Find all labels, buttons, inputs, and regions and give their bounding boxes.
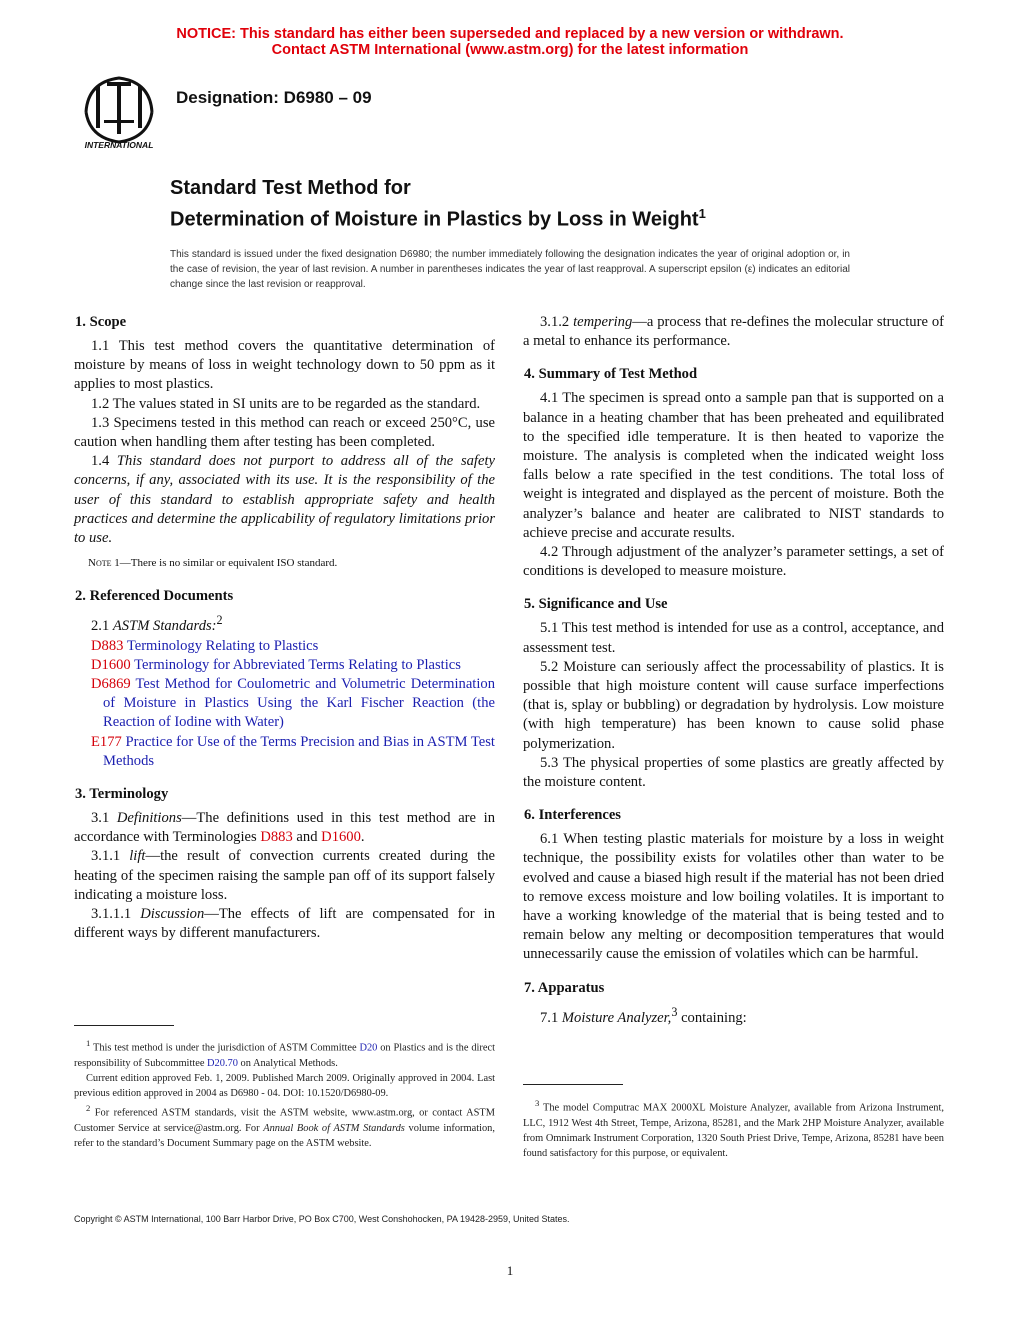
svg-text:INTERNATIONAL: INTERNATIONAL — [84, 140, 154, 150]
footnote: $^3$ The model Computrac MAX 2000XL Moisture Analyzer, available from Arizona Instrument, LLC, 1912 West 4th Street, Tempe, Arizona, 85281, and the Mark 2HP Moisture Analyzer, available from Omnimark Instrument Corporation, 1320 South Priest Drive, Tempe, Arizona, 85281 have been found satisfactory for this purpose, or equivalent. — [523, 1098, 944, 1160]
section-heading: 4. Summary of Test Method — [524, 366, 698, 383]
footnote: $^1$ This test method is under the jurisdiction of ASTM Committee D20 on Plastics and is the direct responsibility of Subcommittee D20.70 on Analytical Methods. — [74, 1038, 495, 1069]
section-heading: 7. Apparatus — [524, 979, 605, 996]
footnote-rule — [74, 1025, 174, 1026]
reference-item[interactable]: D6869 Test Method for Coulometric and Volumetric Determination of Moisture in Plastics Using the Karl Fischer Reaction (the Reaction of Iodine with Water) — [91, 675, 495, 731]
paragraph: 5.1 This test method is intended for use as a control, acceptance, and assessment test. — [523, 620, 944, 656]
issuance-statement: This standard is issued under the fixed designation D6980; the number immediately following the designation indicates the year of original adoption or, in the case of revision, the year of last revision. A number in parentheses indicates the year of last reapproval. A superscript epsilon (ε) indicates an editorial change since the last revision or reapproval. — [170, 249, 850, 290]
section-heading: 5. Significance and Use — [524, 596, 668, 613]
reference-item[interactable]: D883 Terminology Relating to Plastics — [91, 637, 319, 654]
paragraph: 7.1 Moisture Analyzer,$^3$ containing: — [540, 1004, 747, 1026]
paragraph: 5.2 Moisture can seriously affect the processability of plastics. It is possible that high moisture content will cause surface imperfections (that is, splay or bubbling) or degradation by hydrolysis. Low moisture (with high temperature) has been known to cause solid phase polymerization. — [523, 658, 944, 752]
notice-line-2: Contact ASTM International (www.astm.org) for the latest information — [271, 42, 749, 58]
footnotes-left — [74, 1036, 495, 1151]
paragraph: 6.1 When testing plastic materials for moisture by a loss in weight technique, the possibility exists for volatiles other than water to be evolved and cause a biased high result if the material has not been dried to remove excess moisture and low boiling volatiles. It is important to have a working knowledge of the material that is being tested and to remain below any melting or decomposition temperatures that would unnecessarily cause the emission of volatiles which can be harmful. — [523, 831, 944, 963]
reference-link[interactable]: D883 — [260, 829, 293, 846]
astm-logo — [76, 72, 162, 150]
section-heading: 1. Scope — [75, 314, 127, 330]
section-heading: 3. Terminology — [75, 785, 169, 802]
paragraph: 3.1.1 lift—the result of convection currents created during the heating of the specimen raising the sample pan off of its support falsely indicating a moisture loss. — [74, 848, 495, 903]
paragraph: 2.1 ASTM Standards:$^2$ — [91, 613, 223, 635]
title-line-2: Determination of Moisture in Plastics by Loss in Weight$^1$ — [170, 206, 706, 231]
subcommittee-link[interactable]: D20.70 — [207, 1057, 238, 1069]
reference-item[interactable]: E177 Practice for Use of the Terms Precision and Bias in ASTM Test Methods — [91, 733, 495, 769]
paragraph: 4.1 The specimen is spread onto a sample pan that is supported on a balance in a heating chamber that has been preheated and equilibrated to the specified idle temperature. It is then heated to vaporize the moisture. The analysis is completed when the indicated weight loss falls below a rate specified in the test conditions. The total loss of weight is integrated and displayed as the percent of moisture. Both the analyzer’s balance and heater are calibrated to NIST standards to achieve precise and accurate results. — [523, 390, 944, 541]
paragraph: 4.2 Through adjustment of the analyzer’s parameter settings, a set of conditions is developed to measure moisture. — [523, 544, 944, 580]
document-title — [170, 175, 706, 233]
section-heading: 2. Referenced Documents — [75, 588, 234, 605]
title-line-1: Standard Test Method for — [170, 177, 411, 199]
paragraph: 1.3 Specimens tested in this method can reach or exceed 250°C, use caution when handling them after testing has been completed. — [74, 414, 495, 451]
paragraph: 1.2 The values stated in SI units are to be regarded as the standard. — [91, 395, 481, 412]
footnote-rule — [523, 1084, 623, 1085]
footnote: Current edition approved Feb. 1, 2009. Published March 2009. Originally approved in 2004. Last previous edition approved in 2004 as D6980 - 04. DOI: 10.1520/D6980-09. — [74, 1072, 495, 1100]
designation: Designation: D6980 – 09 — [176, 88, 372, 107]
paragraph: 5.3 The physical properties of some plastics are greatly affected by the moisture content. — [523, 754, 944, 791]
paragraph: 3.1 Definitions—The definitions used in this test method are in accordance with Terminologies D883 and D1600. — [74, 809, 495, 846]
footnote: $^2$ For referenced ASTM standards, visit the ASTM website, www.astm.org, or contact ASTM Customer Service at service@astm.org. For Annual Book of ASTM Standards volume information, refer to the standard’s Document Summary page on the ASTM website. — [74, 1103, 495, 1150]
committee-link[interactable]: D20 — [359, 1042, 378, 1054]
title-footnote-marker[interactable]: 1 — [698, 206, 706, 221]
page-number: 1 — [506, 1263, 514, 1278]
footnotes-right — [523, 1096, 944, 1161]
section-heading: 6. Interferences — [524, 807, 621, 824]
copyright: Copyright © ASTM International, 100 Barr Harbor Drive, PO Box C700, West Conshohocken, PA 19428-2959, United States. — [74, 1214, 570, 1224]
right-column — [523, 313, 944, 1028]
left-column — [74, 313, 495, 943]
reference-item[interactable]: D1600 Terminology for Abbreviated Terms Relating to Plastics — [91, 656, 461, 673]
reference-link[interactable]: D1600 — [321, 829, 361, 846]
notice-line-1: NOTICE: This standard has either been superseded and replaced by a new version or withdrawn. — [176, 26, 844, 42]
paragraph: 1.1 This test method covers the quantitative determination of moisture by means of loss in weight technology down to 50 ppm as it applies to most plastics. — [74, 338, 495, 393]
paragraph: 3.1.1.1 Discussion—The effects of lift are compensated for in different ways by different manufacturers. — [74, 905, 496, 942]
paragraph: 3.1.2 tempering—a process that re-defines the molecular structure of a metal to enhance its performance. — [523, 314, 944, 350]
paragraph: 1.4 This standard does not purport to address all of the safety concerns, if any, associated with its use. It is the responsibility of the user of this standard to establish appropriate safety and health practices and determine the applicability of regulatory limitations prior to use. — [74, 453, 495, 547]
withdrawal-notice — [0, 26, 1020, 58]
note: Note 1—There is no similar or equivalent ISO standard. — [88, 557, 338, 570]
